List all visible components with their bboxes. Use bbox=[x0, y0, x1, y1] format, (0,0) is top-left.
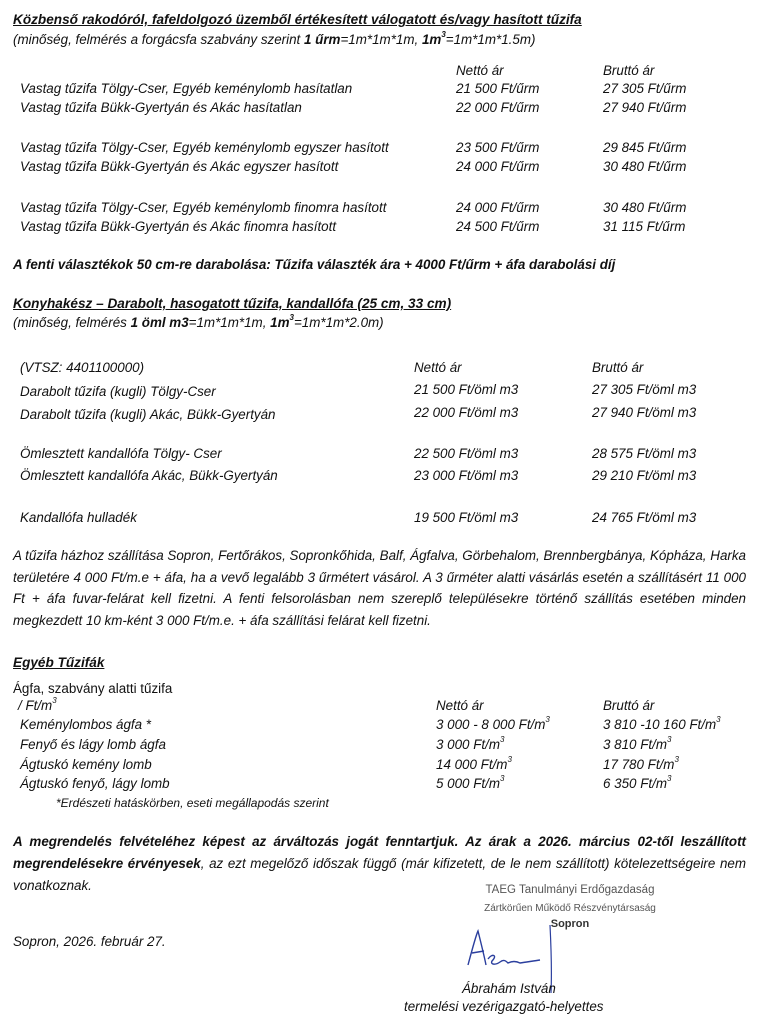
superscript: 3 bbox=[441, 30, 446, 39]
header-gross: Bruttó ár bbox=[603, 698, 655, 713]
superscript: 3 bbox=[500, 735, 505, 744]
net-price: 23 000 Ft/öml m3 bbox=[414, 468, 519, 483]
place-date: Sopron, 2026. február 27. bbox=[13, 934, 166, 949]
product-name: Vastag tűzifa Tölgy-Cser, Egyéb keménylomb hasítatlan bbox=[20, 81, 353, 96]
price-text: 3 000 Ft/m bbox=[436, 737, 501, 752]
unit-label bbox=[18, 698, 57, 713]
gross-price: 30 480 Ft/űrm bbox=[603, 159, 687, 174]
gross-price: 27 305 Ft/öml m3 bbox=[592, 382, 697, 397]
product-name: Darabolt tűzifa (kugli) Tölgy-Cser bbox=[20, 384, 216, 399]
product-name: Kandallófa hulladék bbox=[20, 510, 137, 525]
subtitle-text: =1m*1m*1.5m) bbox=[445, 32, 536, 47]
net-price: 22 500 Ft/öml m3 bbox=[414, 446, 519, 461]
net-price bbox=[436, 776, 504, 791]
gross-price bbox=[603, 717, 721, 732]
subtitle-text: (minőség, felmérés bbox=[13, 315, 131, 330]
product-name: Ömlesztett kandallófa Akác, Bükk-Gyertyán bbox=[20, 468, 278, 483]
gross-price bbox=[603, 757, 679, 772]
net-price bbox=[436, 757, 512, 772]
gross-price: 29 210 Ft/öml m3 bbox=[592, 468, 697, 483]
gross-price: 30 480 Ft/űrm bbox=[603, 200, 687, 215]
footnote: *Erdészeti hatáskörben, eseti megállapodás szerint bbox=[56, 796, 329, 810]
price-text: 6 350 Ft/m bbox=[603, 776, 668, 791]
net-price: 24 500 Ft/űrm bbox=[456, 219, 540, 234]
gross-price bbox=[603, 737, 671, 752]
net-price: 24 000 Ft/űrm bbox=[456, 159, 540, 174]
product-name: Fenyő és lágy lomb ágfa bbox=[20, 737, 166, 752]
net-price: 19 500 Ft/öml m3 bbox=[414, 510, 519, 525]
price-text: 3 000 - 8 000 Ft/m bbox=[436, 717, 546, 732]
product-name: Vastag tűzifa Bükk-Gyertyán és Akác hasítatlan bbox=[20, 100, 302, 115]
stamp-line3: Sopron bbox=[550, 918, 590, 930]
net-price: 23 500 Ft/űrm bbox=[456, 140, 540, 155]
header-net: Nettó ár bbox=[436, 698, 484, 713]
subtitle-text: (minőség, felmérés a forgácsfa szabvány szerint bbox=[13, 32, 304, 47]
closing-text: , az ezt megelőző időszak függő (már kifizetett, de le nem szállított) kötelezettségeire nem vonatkoznak. bbox=[13, 856, 746, 893]
header-net: Nettó ár bbox=[456, 63, 504, 78]
gross-price: 31 115 Ft/űrm bbox=[603, 219, 686, 234]
stamp-line2: Zártkörűen Működő Részvénytársaság bbox=[484, 903, 656, 914]
product-name: Ágtuskó fenyő, lágy lomb bbox=[20, 776, 170, 791]
closing-bold-text: A megrendelés felvételéhez képest az árváltozás jogát fenntartjuk. Az árak a 2026. március 02-től leszállított megrendelésekre érvényesek bbox=[13, 834, 746, 871]
signatory-name: Ábrahám István bbox=[462, 981, 556, 996]
price-text: 17 780 Ft/m bbox=[603, 757, 675, 772]
unit-text: / Ft/m bbox=[18, 698, 53, 713]
gross-price: 28 575 Ft/öml m3 bbox=[592, 446, 697, 461]
subtitle-bold: 1 öml m3 bbox=[130, 315, 189, 330]
subtitle-text: =1m*1m*2.0m) bbox=[293, 315, 384, 330]
price-text: 3 810 Ft/m bbox=[603, 737, 668, 752]
net-price bbox=[436, 717, 550, 732]
net-price: 24 000 Ft/űrm bbox=[456, 200, 540, 215]
product-name: Vastag tűzifa Tölgy-Cser, Egyéb keménylomb finomra hasított bbox=[20, 200, 387, 215]
cutting-note: A fenti választékok 50 cm-re darabolása: Tűzifa választék ára + 4000 Ft/űrm + áfa darabolási díj bbox=[13, 257, 616, 272]
product-name: Keménylombos ágfa * bbox=[20, 717, 152, 732]
section1-subtitle bbox=[13, 32, 535, 47]
subtitle-bold: 1m bbox=[270, 315, 290, 330]
superscript: 3 bbox=[716, 715, 721, 724]
header-gross: Bruttó ár bbox=[592, 360, 644, 375]
gross-price: 27 305 Ft/űrm bbox=[603, 81, 687, 96]
subtitle-bold: 1m bbox=[421, 32, 442, 47]
section1-title: Közbenső rakodóról, fafeldolgozó üzemből értékesített válogatott és/vagy hasított tűzifa bbox=[13, 12, 582, 27]
product-name: Ágtuskó kemény lomb bbox=[20, 757, 152, 772]
superscript: 3 bbox=[545, 715, 550, 724]
section2-title: Konyhakész – Darabolt, hasogatott tűzifa, kandallófa (25 cm, 33 cm) bbox=[13, 296, 452, 311]
gross-price: 27 940 Ft/öml m3 bbox=[592, 405, 697, 420]
section3-category: Ágfa, szabvány alatti tűzifa bbox=[13, 681, 173, 696]
gross-price bbox=[603, 776, 671, 791]
gross-price: 27 940 Ft/űrm bbox=[603, 100, 687, 115]
superscript: 3 bbox=[500, 774, 505, 783]
superscript: 3 bbox=[667, 774, 672, 783]
product-name: Vastag tűzifa Bükk-Gyertyán és Akác finomra hasított bbox=[20, 219, 337, 234]
net-price bbox=[436, 737, 504, 752]
delivery-paragraph: A tűzifa házhoz szállítása Sopron, Fertőrákos, Sopronkőhida, Balf, Ágfalva, Görbehalom, Brennbergbánya, Kópháza, Harka területére 4 000 Ft/m.e + áfa, ha a vevő legalább 3 űrmétert vásárol. A 3 űrméter alatti vásárlás esetén a szállításért 11 000 Ft + áfa fuvar-felárat kell fizetni. A fenti felsorolásban nem szereplő településekre történő szállítás esetében minden megkezdett 10 km-ként 3 000 Ft/m.e. + áfa szállítási felárat kell fizetni. bbox=[13, 548, 746, 628]
product-name: Vastag tűzifa Bükk-Gyertyán és Akác egyszer hasított bbox=[20, 159, 339, 174]
price-text: 3 810 -10 160 Ft/m bbox=[603, 717, 717, 732]
vtsz-code: (VTSZ: 4401100000) bbox=[20, 360, 145, 375]
product-name: Darabolt tűzifa (kugli) Akác, Bükk-Gyertyán bbox=[20, 407, 276, 422]
stamp-line1: TAEG Tanulmányi Erdőgazdaság bbox=[485, 884, 655, 896]
superscript: 3 bbox=[674, 755, 679, 764]
net-price: 21 500 Ft/űrm bbox=[456, 81, 540, 96]
gross-price: 24 765 Ft/öml m3 bbox=[592, 510, 697, 525]
superscript: 3 bbox=[507, 755, 512, 764]
header-gross: Bruttó ár bbox=[603, 63, 655, 78]
net-price: 21 500 Ft/öml m3 bbox=[414, 382, 519, 397]
gross-price: 29 845 Ft/űrm bbox=[603, 140, 687, 155]
subtitle-text: =1m*1m*1m, bbox=[188, 315, 271, 330]
price-text: 5 000 Ft/m bbox=[436, 776, 501, 791]
product-name: Ömlesztett kandallófa Tölgy- Cser bbox=[20, 446, 222, 461]
header-net: Nettó ár bbox=[414, 360, 462, 375]
product-name: Vastag tűzifa Tölgy-Cser, Egyéb keménylomb egyszer hasított bbox=[20, 140, 389, 155]
section3-title: Egyéb Tűzifák bbox=[13, 655, 105, 670]
superscript: 3 bbox=[289, 313, 294, 322]
subtitle-text: =1m*1m*1m, bbox=[340, 32, 422, 47]
section2-subtitle bbox=[13, 315, 384, 330]
superscript: 3 bbox=[667, 735, 672, 744]
subtitle-bold: 1 űrm bbox=[304, 32, 341, 47]
net-price: 22 000 Ft/űrm bbox=[456, 100, 540, 115]
superscript: 3 bbox=[52, 696, 57, 705]
price-text: 14 000 Ft/m bbox=[436, 757, 508, 772]
net-price: 22 000 Ft/öml m3 bbox=[414, 405, 519, 420]
signatory-title: termelési vezérigazgató-helyettes bbox=[404, 999, 604, 1014]
